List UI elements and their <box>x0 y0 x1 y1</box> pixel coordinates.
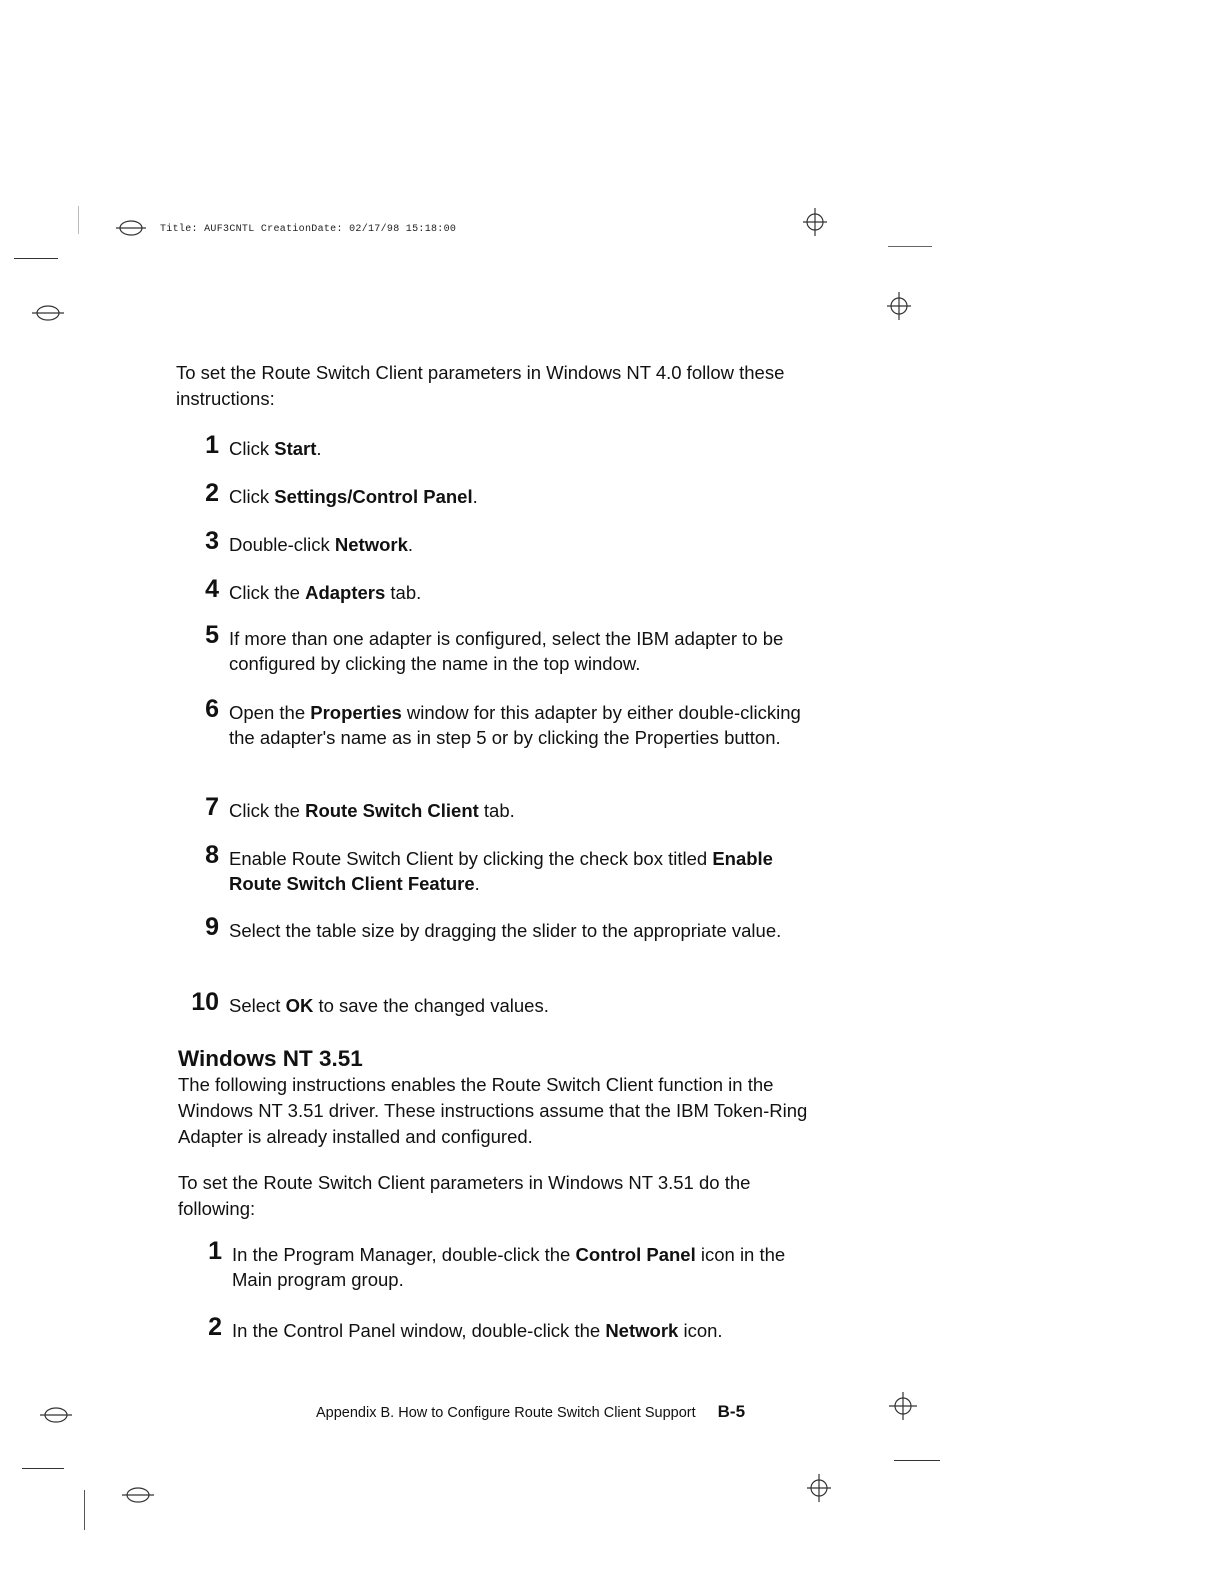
list-item <box>185 479 805 509</box>
registration-mark-icon <box>114 218 148 238</box>
page-number: B-5 <box>717 1402 746 1421</box>
intro-nt40-text: To set the Route Switch Client parameters in Windows NT 4.0 follow these instructions: <box>176 362 785 409</box>
crop-line <box>78 206 79 234</box>
list-item <box>185 793 805 823</box>
list-item <box>185 527 805 557</box>
crop-line <box>894 1460 940 1461</box>
step-text: Click the Route Switch Client tab. <box>229 800 515 821</box>
list-item <box>185 695 805 750</box>
step-text: In the Control Panel window, double-click the Network icon. <box>232 1320 723 1341</box>
crop-line <box>888 246 932 247</box>
registration-mark-icon <box>884 290 914 322</box>
step-number: 8 <box>205 841 219 869</box>
registration-mark-icon <box>800 206 830 238</box>
registration-mark-icon <box>30 302 66 324</box>
crop-line <box>84 1490 85 1530</box>
list-item <box>185 431 805 461</box>
step-number: 1 <box>208 1237 222 1265</box>
step-number: 2 <box>205 479 219 507</box>
intro-nt40 <box>176 360 816 412</box>
step-text: Double-click Network. <box>229 534 414 555</box>
step-number: 6 <box>205 695 219 723</box>
step-text: Select the table size by dragging the slider to the appropriate value. <box>229 920 782 941</box>
step-text: Click the Adapters tab. <box>229 582 422 603</box>
step-text: Select OK to save the changed values. <box>229 995 549 1016</box>
step-number: 4 <box>205 575 219 603</box>
slug-title-label: Title: <box>160 224 198 235</box>
registration-mark-icon <box>38 1404 74 1426</box>
crop-line <box>14 258 58 259</box>
list-item <box>185 988 805 1018</box>
step-text: Click Start. <box>229 438 322 459</box>
nt351-intro: The following instructions enables the Route Switch Client function in the Windows NT 3.51 driver. These instructions assume that the IBM Token-Ring Adapter is already installed and configured. <box>178 1074 808 1147</box>
step-text: If more than one adapter is configured, select the IBM adapter to be configured by clicking the name in the top window. <box>229 628 784 674</box>
registration-mark-icon <box>804 1472 834 1504</box>
step-text: Enable Route Switch Client by clicking the check box titled Enable Route Switch Client Feature. <box>229 848 773 894</box>
page-footer <box>316 1402 745 1422</box>
step-number: 7 <box>205 793 219 821</box>
section-heading: Windows NT 3.51 <box>178 1046 363 1071</box>
list-item <box>185 913 805 943</box>
step-number: 5 <box>205 621 219 649</box>
registration-mark-icon <box>886 1390 920 1422</box>
step-number: 9 <box>205 913 219 941</box>
step-text: In the Program Manager, double-click the Control Panel icon in the Main program group. <box>232 1244 786 1290</box>
slug-date-value: 02/17/98 15:18:00 <box>349 224 457 235</box>
step-text: Open the Properties window for this adapter by either double-clicking the adapter's name as in step 5 or by clicking the Properties button. <box>229 702 801 748</box>
step-number: 2 <box>208 1313 222 1341</box>
slug-title-value: AUF3CNTL <box>204 224 255 235</box>
step-number: 1 <box>205 431 219 459</box>
nt351-lead: To set the Route Switch Client parameters in Windows NT 3.51 do the following: <box>178 1172 751 1219</box>
print-slug <box>160 224 456 235</box>
list-item <box>185 841 805 896</box>
slug-date-label: CreationDate: <box>260 224 343 235</box>
list-item <box>185 621 805 676</box>
registration-mark-icon <box>120 1484 156 1506</box>
step-number: 3 <box>205 527 219 555</box>
list-item <box>185 575 805 605</box>
crop-line <box>22 1468 64 1469</box>
list-item <box>188 1237 808 1292</box>
step-number: 10 <box>191 988 219 1016</box>
footer-text: Appendix B. How to Configure Route Switch Client Support <box>316 1405 696 1421</box>
list-item <box>188 1313 808 1343</box>
step-text: Click Settings/Control Panel. <box>229 486 478 507</box>
